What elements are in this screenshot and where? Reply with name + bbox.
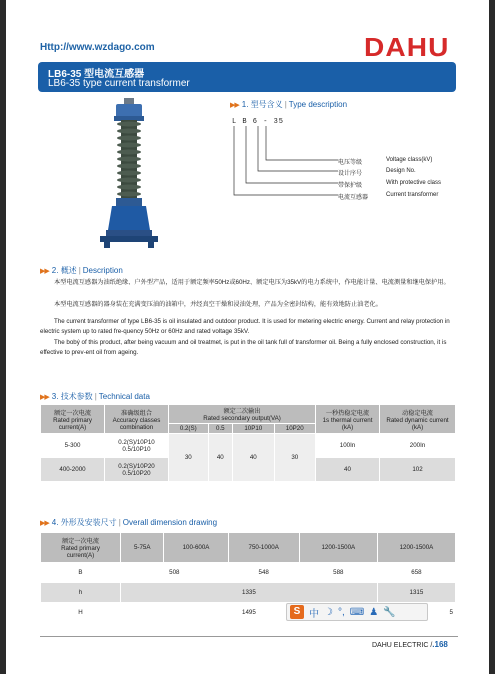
double-arrow-icon: ▶▶: [230, 102, 239, 109]
cell-dynamic: 200In: [380, 434, 456, 458]
punctuation-toggle[interactable]: °,: [337, 606, 345, 618]
cell-value: 1315: [377, 583, 455, 603]
header-col: 1200-1500A: [299, 533, 377, 563]
double-arrow-icon: ▶▶: [40, 394, 49, 401]
header-accuracy: 准确级组合 Accuracy classes combination: [105, 405, 169, 434]
row-label: H: [41, 603, 121, 623]
page-number: .168: [432, 640, 448, 649]
table-row: [41, 563, 456, 583]
website-url: Http://www.wzdago.com: [40, 42, 155, 53]
subheader-cell: 10P10: [233, 424, 274, 434]
section-3-heading: ▶▶ 3. 技术参数 | Technical data: [40, 392, 150, 401]
description-paragraph-cn-2: 本型电流互感器的器身装在充满变压油的油箱中，并经真空干燥和浸油处理，产品为全密封结构，能有效地防止油老化。: [54, 301, 382, 308]
header-secondary-output: 额定二次输出 Rated secondary output(VA): [169, 405, 316, 424]
description-paragraph-en-2: The bobý of this product, after being vacuum and oil treatmet, is put in the oil tank full of transformer oil. Being a fully enclosed construction, it is effective to prev-ent oil from ageing.: [40, 339, 447, 357]
cell-output: 30: [169, 434, 209, 482]
table-row: [41, 434, 456, 458]
subheader-cell: 10P20: [274, 424, 315, 434]
header-col: 5-75A: [121, 533, 164, 563]
header-col: 1200-1500A: [377, 533, 455, 563]
design-row-design-no: 设计序号 Design No.: [338, 168, 416, 177]
current-transformer-image: [94, 98, 164, 250]
cell-output: 30: [274, 434, 315, 482]
keyboard-icon[interactable]: ⌨: [349, 606, 365, 618]
design-row-voltage: 电压等级 Voltage class(kV): [338, 157, 433, 166]
double-arrow-icon: ▶▶: [40, 268, 49, 275]
header-col: 100-600A: [164, 533, 228, 563]
dahu-logo: DAHU: [364, 32, 450, 62]
cell-thermal: 100In: [316, 434, 380, 458]
cell-accuracy: 0.2(S)/10P20 0.5/10P20: [105, 458, 169, 482]
cell-value: 508: [121, 563, 229, 583]
cell-value: 5: [377, 603, 455, 623]
subheader-cell: 0.5: [208, 424, 233, 434]
cell-output: 40: [208, 434, 233, 482]
section-4-heading: ▶▶ 4. 外形及安装尺寸 | Overall dimension drawing: [40, 518, 218, 527]
footer: [372, 640, 448, 649]
table-header-row: [41, 405, 456, 424]
header-thermal: 一秒热稳定电流 1s thermal current (kA): [316, 405, 380, 434]
table-row: [41, 583, 456, 603]
title-english: LB6-35 type current transformer: [48, 78, 190, 89]
cell-output: 40: [233, 434, 274, 482]
header-primary: 额定一次电流 Rated primary current(A): [41, 533, 121, 563]
cell-value: 658: [377, 563, 455, 583]
cell-value: 588: [299, 563, 377, 583]
subheader-cell: 0.2(S): [169, 424, 209, 434]
table-header-row: [41, 533, 456, 563]
model-code-bracket-lines: [232, 126, 342, 202]
double-arrow-icon: ▶▶: [40, 520, 49, 527]
row-label: h: [41, 583, 121, 603]
section-1-heading: ▶▶ 1. 型号含义 | Type description: [230, 100, 348, 109]
wrench-settings-icon[interactable]: 🔧: [383, 606, 396, 618]
design-row-transformer: 电流互感器 Current transformer: [338, 192, 439, 201]
cell-value: 1335: [121, 583, 378, 603]
footer-brand: DAHU ELECTRIC /: [372, 642, 433, 649]
section-2-heading: ▶▶ 2. 概述 | Description: [40, 266, 123, 275]
cell-value: 1495: [121, 603, 378, 623]
technical-data-table: [40, 404, 456, 482]
moon-half-width-icon[interactable]: ☽: [324, 606, 333, 618]
cell-thermal: 40: [316, 458, 380, 482]
cell-value: 548: [228, 563, 299, 583]
sogou-ime-icon[interactable]: S: [290, 605, 304, 619]
header-dynamic: 动稳定电流 Rated dynamic current (kA): [380, 405, 456, 434]
cell-primary: 5-300: [41, 434, 105, 458]
chinese-mode-toggle[interactable]: 中: [309, 608, 319, 620]
design-row-protective: 带保护级 With protective class: [338, 180, 442, 189]
row-label: B: [41, 563, 121, 583]
description-paragraph-cn-1: 本型电流互感器为油纸绝缘、户外型产品，适用于额定频率50Hz或60Hz、额定电压为35kV的电力系统中，作电能计量、电流测量和继电保护用。: [54, 279, 450, 286]
cell-accuracy: 0.2(S)/10P10 0.5/10P10: [105, 434, 169, 458]
model-code: L B 6 - 35: [232, 118, 285, 126]
title-chinese: LB6-35 型电流互感器: [48, 69, 145, 80]
ime-toolbar[interactable]: [286, 603, 428, 621]
cell-primary: 400-2000: [41, 458, 105, 482]
footer-divider: [40, 636, 458, 637]
description-paragraph-en-1: The current transformer of type LB6-35 is oil insulated and outdoor product. It is used for metering electric energy. Current and relay protection in electric system up to rated fre-quency 50Hz or 60Hz and rated voltage 35kV.: [40, 318, 450, 336]
user-icon[interactable]: ♟: [369, 606, 379, 618]
cell-dynamic: 102: [380, 458, 456, 482]
header-primary: 额定一次电流 Rated primary current(A): [41, 405, 105, 434]
header-col: 750-1000A: [228, 533, 299, 563]
